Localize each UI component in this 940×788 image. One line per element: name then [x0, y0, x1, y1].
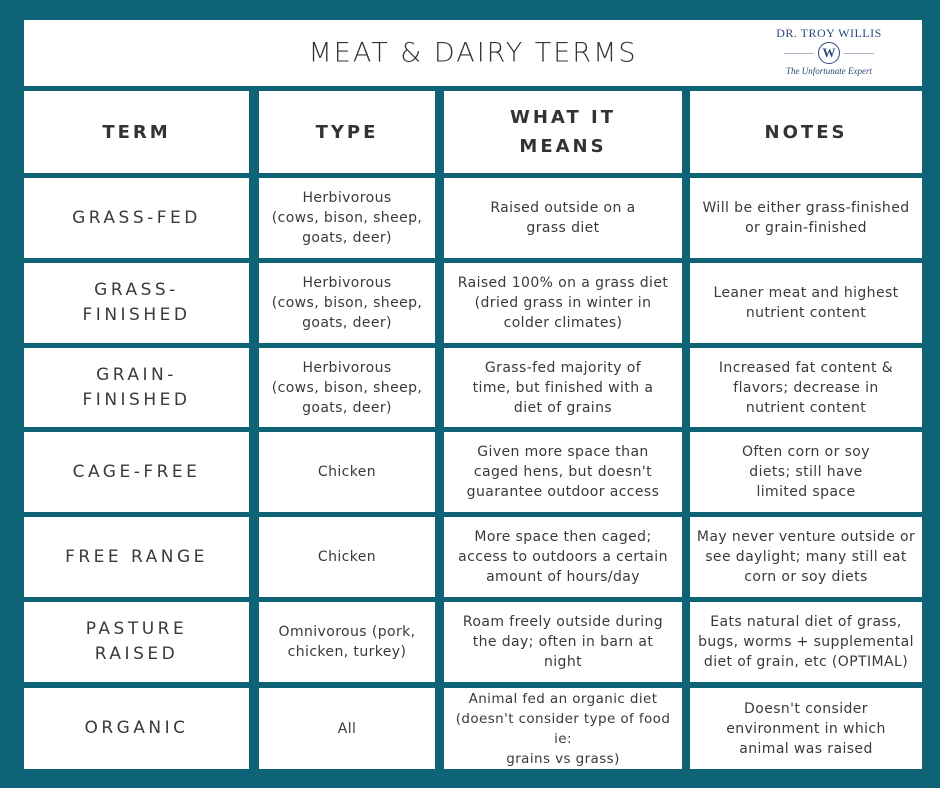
term-cell: PASTURE RAISED	[24, 602, 249, 682]
term-cell: GRAIN- FINISHED	[24, 348, 249, 427]
meaning-cell: Roam freely outside during the day; often in barn at night	[444, 602, 682, 682]
notes-cell: Will be either grass-finished or grain-finished	[690, 178, 922, 258]
notes-cell: May never venture outside or see daylight; many still eat corn or soy diets	[690, 517, 922, 597]
meaning-cell: Animal fed an organic diet (doesn't consider type of food ie: grains vs grass)	[444, 688, 682, 769]
notes-cell: Eats natural diet of grass, bugs, worms + supplemental diet of grain, etc (OPTIMAL)	[690, 602, 922, 682]
logo-mark	[759, 42, 899, 64]
type-cell: Chicken	[259, 517, 435, 597]
type-cell: Chicken	[259, 432, 435, 512]
type-cell: All	[259, 688, 435, 769]
type-cell: Omnivorous (pork, chicken, turkey)	[259, 602, 435, 682]
logo-tagline: The Unfortunate Expert	[786, 66, 872, 76]
term-cell: GRASS-FED	[24, 178, 249, 258]
logo-w-icon: W	[818, 42, 840, 64]
notes-cell: Leaner meat and highest nutrient content	[690, 263, 922, 343]
meaning-cell: Grass-fed majority of time, but finished with a diet of grains	[444, 348, 682, 427]
type-cell: Herbivorous (cows, bison, sheep, goats, deer)	[259, 178, 435, 258]
column-header-term: TERM	[24, 91, 249, 173]
term-cell: ORGANIC	[24, 688, 249, 769]
notes-cell: Increased fat content & flavors; decrease in nutrient content	[690, 348, 922, 427]
meaning-cell: Raised 100% on a grass diet (dried grass in winter in colder climates)	[444, 263, 682, 343]
logo	[759, 26, 899, 82]
column-header-meaning: WHAT IT MEANS	[444, 91, 682, 173]
column-header-notes: NOTES	[690, 91, 922, 173]
logo-divider-left	[784, 53, 814, 54]
notes-cell: Often corn or soy diets; still have limited space	[690, 432, 922, 512]
meaning-cell: More space then caged; access to outdoors a certain amount of hours/day	[444, 517, 682, 597]
term-cell: GRASS- FINISHED	[24, 263, 249, 343]
term-cell: FREE RANGE	[24, 517, 249, 597]
meaning-cell: Raised outside on a grass diet	[444, 178, 682, 258]
type-cell: Herbivorous (cows, bison, sheep, goats, deer)	[259, 348, 435, 427]
page-title: MEAT & DAIRY TERMS	[308, 37, 638, 69]
title-banner	[24, 20, 922, 86]
term-cell: CAGE-FREE	[24, 432, 249, 512]
logo-name: DR. TROY WILLIS	[776, 26, 882, 40]
meaning-cell: Given more space than caged hens, but doesn't guarantee outdoor access	[444, 432, 682, 512]
notes-cell: Doesn't consider environment in which animal was raised	[690, 688, 922, 769]
logo-divider-right	[844, 53, 874, 54]
type-cell: Herbivorous (cows, bison, sheep, goats, deer)	[259, 263, 435, 343]
column-header-type: TYPE	[259, 91, 435, 173]
